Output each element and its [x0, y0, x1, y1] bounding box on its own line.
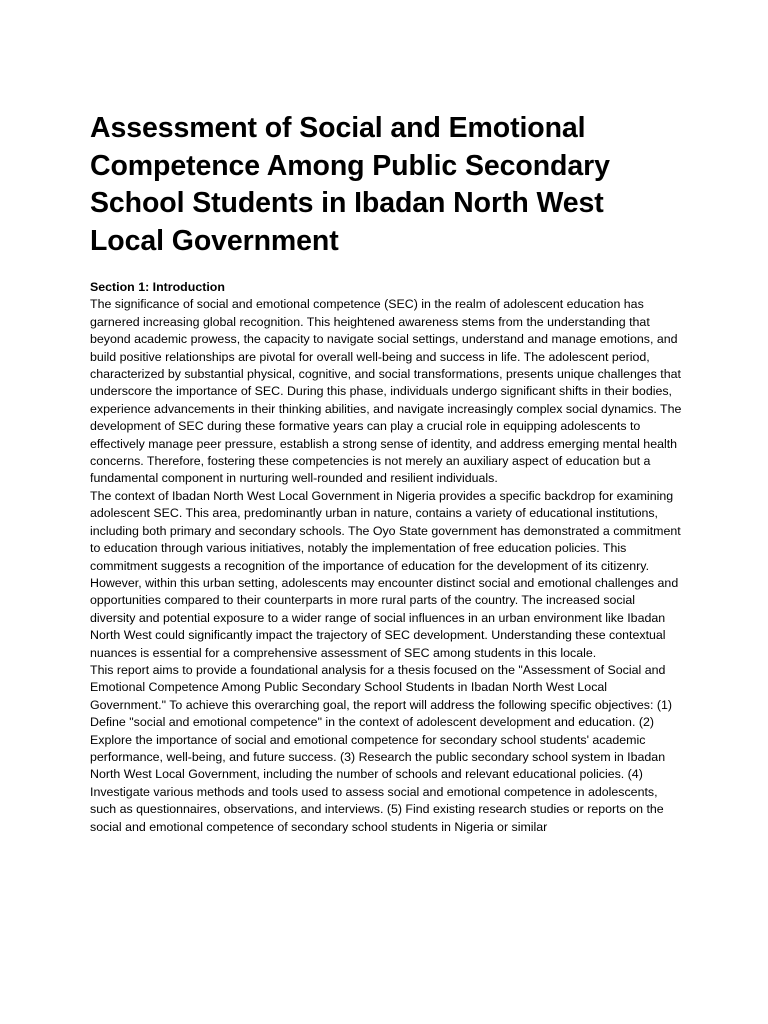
- body-paragraph-2: The context of Ibadan North West Local Government in Nigeria provides a specific backdrop for examining adolescent SEC. This area, predominantly urban in nature, contains a variety of educational institutions, including both primary and secondary schools. The Oyo State government has demonstrated a commitment to education through various initiatives, notably the implementation of free education policies. This commitment suggests a recognition of the importance of education for the development of its citizenry. However, within this urban setting, adolescents may encounter distinct social and emotional challenges and opportunities compared to their counterparts in more rural parts of the country. The increased social diversity and potential exposure to a wider range of social influences in an urban environment like Ibadan North West could significantly impact the trajectory of SEC development. Understanding these contextual nuances is essential for a comprehensive assessment of SEC among students in this locale.: [90, 488, 681, 660]
- section-heading: Section 1: Introduction: [90, 280, 225, 294]
- body-paragraph-3: This report aims to provide a foundational analysis for a thesis focused on the "Assessment of Social and Emotional Competence Among Public Secondary School Students in Ibadan North West Local Government." To achieve this overarching goal, the report will address the following specific objectives: (1) Define "social and emotional competence" in the context of adolescent development and education. (2) Explore the importance of social and emotional competence for secondary school students' academic performance, well-being, and future success. (3) Research the public secondary school system in Ibadan North West Local Government, including the number of schools and relevant educational policies. (4) Investigate various methods and tools used to assess social and emotional competence in adolescents, such as questionnaires, observations, and interviews. (5) Find existing research studies or reports on the social and emotional competence of secondary school students in Nigeria or similar: [90, 662, 672, 834]
- document-content: [90, 110, 682, 836]
- body-paragraph-1: The significance of social and emotional competence (SEC) in the realm of adolescent education has garnered increasing global recognition. This heightened awareness stems from the understanding that beyond academic prowess, the capacity to navigate social settings, understand and manage emotions, and build positive relationships are pivotal for overall well-being and success in life. The adolescent period, characterized by substantial physical, cognitive, and social transformations, presents unique challenges that underscore the importance of SEC. During this phase, individuals undergo significant shifts in their bodies, experience advancements in their thinking abilities, and navigate increasingly complex social dynamics. The development of SEC during these formative years can play a crucial role in equipping adolescents to effectively manage peer pressure, establish a strong sense of identity, and address emerging mental health concerns. Therefore, fostering these competencies is not merely an auxiliary aspect of education but a fundamental component in nurturing well-rounded and resilient individuals.: [90, 297, 682, 486]
- document-title: Assessment of Social and Emotional Competence Among Public Secondary School Students in Ibadan North West Local Government: [90, 112, 610, 257]
